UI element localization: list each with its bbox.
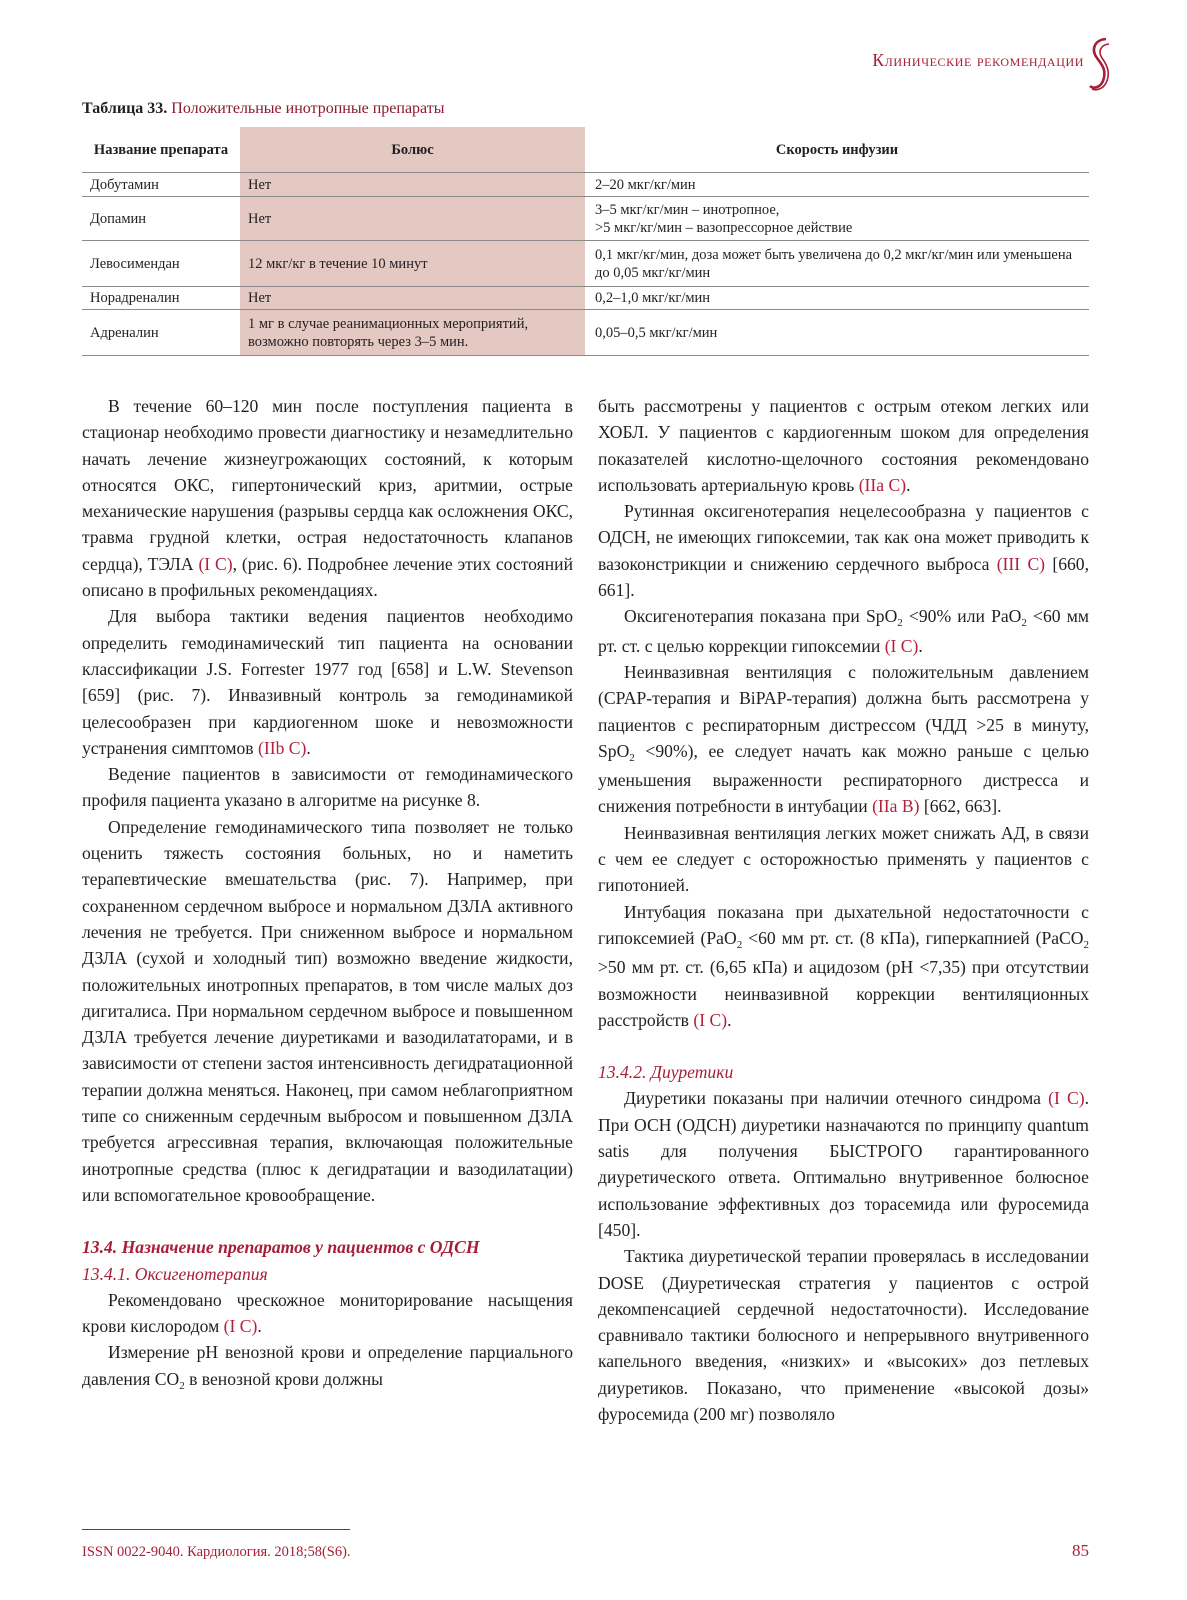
paragraph-text: .: [727, 1009, 732, 1030]
subsection-heading: 13.4.2. Диуретики: [598, 1062, 734, 1083]
table-row: [82, 197, 1089, 241]
table-cell-drug: Левосимендан: [82, 241, 240, 287]
table-row: [82, 241, 1089, 287]
table-cell-bolus: 1 мг в случае реанимационных мероприятий, возможно повторять через 3–5 мин.: [240, 310, 585, 356]
paragraph: [598, 393, 1089, 498]
evidence-level-ref: (III C): [996, 553, 1046, 574]
subscript: 2: [629, 751, 635, 764]
paragraph-text: , (рис. 6). Подробнее лечение этих состояний описано в профильных рекомендациях.: [82, 553, 573, 601]
subscript: 2: [736, 938, 743, 951]
paragraph-text: <90% или PaO: [902, 606, 1022, 627]
right-column: [598, 393, 1089, 1427]
paragraph-text: Неинвазивная вентиляция с положительным давлением (CPAP-терапия и BiPAP-терапия) должна быть рассмотрена у пациентов с респираторным дистрессом (ЧДД >25 в минуту, SpO: [598, 661, 1089, 761]
evidence-level-ref: (I C): [1048, 1088, 1085, 1109]
table-row: [82, 310, 1089, 356]
subscript: 2: [1083, 938, 1089, 951]
paragraph: [598, 1085, 1089, 1243]
paragraph-text: <90%), ее следует начать как можно раньше с целью уменьшения выраженности респираторного дистресса и снижения потребности в интубации: [598, 740, 1089, 817]
table-cell-infusion: 2–20 мкг/кг/мин: [585, 173, 1089, 197]
evidence-level-ref: (I C): [198, 553, 233, 574]
left-column: [82, 393, 573, 1395]
paragraph-text: Диуретики показаны при наличии отечного синдрома: [624, 1088, 1041, 1109]
paragraph-text: >50 мм рт. ст. (6,65 кПа) и ацидозом (pH <7,35) при отсутствии возможности неинвазивной коррекции вентиляционных расстройств: [598, 957, 1089, 1030]
inotropes-table: [82, 127, 1089, 356]
paragraph-text: .: [257, 1316, 262, 1337]
subscript: 2: [897, 617, 903, 630]
table-cell-drug: Допамин: [82, 197, 240, 241]
table-caption-title: Положительные инотропные препараты: [171, 100, 445, 117]
page-number: 85: [1072, 1541, 1089, 1560]
paragraph-text: .: [306, 737, 311, 758]
subscript: 2: [179, 1379, 185, 1392]
paragraph-text: Интубация показана при дыхательной недостаточности с гипоксемией (PaO: [598, 901, 1089, 948]
section-heading: 13.4. Назначение препаратов у пациентов с ОДСН: [82, 1237, 480, 1258]
paragraph: Неинвазивная вентиляция легких может снижать АД, в связи с чем ее следует с осторожностью применять у пациентов с гипотонией.: [598, 822, 1089, 896]
column-header-infusion: Скорость инфузии: [775, 141, 899, 158]
table-caption: [82, 100, 444, 118]
paragraph-text: Рекомендовано чрескожное мониторирование насыщения крови кислородом: [82, 1289, 573, 1337]
paragraph: [82, 393, 573, 603]
paragraph-text: В течение 60–120 мин после поступления пациента в стационар необходимо провести диагностику и незамедлительно начать лечение жизнеугрожающих состояний, к которым относятся ОКС, гипертонический криз, аритмии, острые механические нарушения (разрывы сердца как осложнения ОКС, травма грудной клетки, острая недостаточность клапанов сердца), ТЭЛА: [82, 396, 573, 574]
paragraph-text: . При ОСН (ОДСН) диуретики назначаются по принципу quantum satis для получения БЫСТРОГО гарантированного диуретического ответа. Оптимально внутривенное болюсное использование эффективных доз торасемида или фуросемида [450].: [598, 1088, 1089, 1240]
table-cell-infusion: 0,2–1,0 мкг/кг/мин: [585, 287, 1089, 310]
paragraph-text: <60 мм рт. ст. с целью коррекции гипоксемии: [598, 606, 1089, 656]
subscript: 2: [1021, 617, 1027, 630]
table-cell-bolus: Нет: [240, 197, 585, 241]
paragraph-text: [660, 661].: [598, 553, 1089, 601]
table-cell-infusion: 3–5 мкг/кг/мин – инотропное, >5 мкг/кг/мин – вазопрессорное действие: [585, 197, 1089, 241]
paragraph: Ведение пациентов в зависимости от гемодинамического профиля пациента указано в алгоритме на рисунке 8.: [82, 764, 573, 811]
paragraph: [82, 1287, 573, 1340]
paragraph: [598, 659, 1089, 820]
paragraph-text: быть рассмотрены у пациентов с острым отеком легких или ХОБЛ. У пациентов с кардиогенным шоком для определения показателей кислотно-щелочного состояния рекомендовано использовать артериальную кровь: [598, 396, 1089, 495]
paragraph: [598, 899, 1089, 1033]
table-cell-infusion: 0,05–0,5 мкг/кг/мин: [585, 310, 1089, 356]
subsection-heading: 13.4.1. Оксигенотерапия: [82, 1263, 268, 1284]
evidence-level-ref: (I C): [223, 1316, 258, 1337]
evidence-level-ref: (IIa C): [858, 474, 907, 495]
paragraph: [82, 1339, 573, 1395]
paragraph: [598, 603, 1089, 659]
table-row: [82, 173, 1089, 197]
paragraph-text: в венозной крови должны: [184, 1368, 383, 1389]
paragraph-text: Оксигенотерапия показана при SpO: [624, 606, 898, 627]
table-cell-infusion: 0,1 мкг/кг/мин, доза может быть увеличена до 0,2 мкг/кг/мин или уменьшена до 0,05 мкг/кг/мин: [585, 241, 1089, 287]
paragraph: Определение гемодинамического типа позволяет не только оценить тяжесть состояния больных, но и наметить терапевтические вмешательства (рис. 7). Например, при сохраненном сердечном выбросе и нормальном ДЗЛА активного лечения не требуется. При сниженном выбросе и нормальном ДЗЛА (сухой и холодный тип) возможно введение жидкости, положительных инотропных препаратов, в том числе малых доз дигиталиса. При нормальном сердечном выбросе и повышенном ДЗЛА требуется лечение диуретиками и вазодилататорами, и в зависимости от степени застоя интенсивность дегидратационной терапии должна меняться. Наконец, при самом неблагоприятном типе со сниженным сердечным выбросом и повышенном ДЗЛА требуется агрессивная терапия, включающая положительные инотропные средства (плюс к дегидратации и вазодилатации) или вспомогательное кровообращение.: [82, 816, 573, 1205]
paragraph-text: .: [918, 635, 923, 656]
paragraph: [598, 498, 1089, 603]
table-cell-drug: Норадреналин: [82, 287, 240, 310]
paragraph: Тактика диуретической терапии проверялась в исследовании DOSE (Диуретическая стратегия у пациентов с острой декомпенсацией сердечной недостаточности). Исследование сравнивало тактики болюсного и непрерывного внутривенного капельного введения, «низких» и «высоких» доз петлевых диуретиков. Показано, что применение «высокой дозы» фуросемида (200 мг) позволяло: [598, 1246, 1089, 1424]
footer-rule: [82, 1529, 350, 1530]
paragraph-text: Рутинная оксигенотерапия нецелесообразна у пациентов с ОДСН, не имеющих гипоксемии, так как она может приводить к вазоконстрикции и снижению сердечного выброса: [598, 501, 1089, 574]
table-cell-bolus: Нет: [240, 287, 585, 310]
paragraph-text: Для выбора тактики ведения пациентов необходимо определить гемодинамический тип пациента на основании классификации J.S. Forrester 1977 год [658] и L.W. Stevenson [659] (рис. 7). Инвазивный контроль за гемодинамикой целесообразен при кардиогенном шоке и невозможности устранения симптомов: [82, 606, 573, 758]
evidence-level-ref: (I C): [693, 1009, 728, 1030]
column-header-drug: Название препарата: [93, 141, 229, 158]
table-caption-number: Таблица 33.: [82, 100, 168, 117]
table-cell-drug: Адреналин: [82, 310, 240, 356]
table-header-row: [82, 127, 1089, 173]
evidence-level-ref: (IIb C): [258, 737, 307, 758]
table-cell-bolus: Нет: [240, 173, 585, 197]
paragraph-text: Измерение pH венозной крови и определение парциального давления CO: [82, 1342, 573, 1389]
evidence-level-ref: (IIa B): [872, 796, 920, 817]
paragraph-text: <60 мм рт. ст. (8 кПа), гиперкапнией (PaCO: [742, 927, 1084, 948]
table-cell-bolus: 12 мкг/кг в течение 10 минут: [240, 241, 585, 287]
evidence-level-ref: (I C): [884, 635, 919, 656]
journal-logo: [1086, 36, 1114, 92]
column-header-bolus: Болюс: [240, 127, 585, 173]
journal-citation: ISSN 0022-9040. Кардиология. 2018;58(S6).: [82, 1544, 351, 1560]
table-cell-drug: Добутамин: [82, 173, 240, 197]
running-header: Клинические рекомендации: [872, 50, 1084, 70]
table-row: [82, 287, 1089, 310]
paragraph-text: .: [906, 474, 911, 495]
paragraph: [82, 603, 573, 761]
paragraph-text: [662, 663].: [919, 796, 1002, 817]
